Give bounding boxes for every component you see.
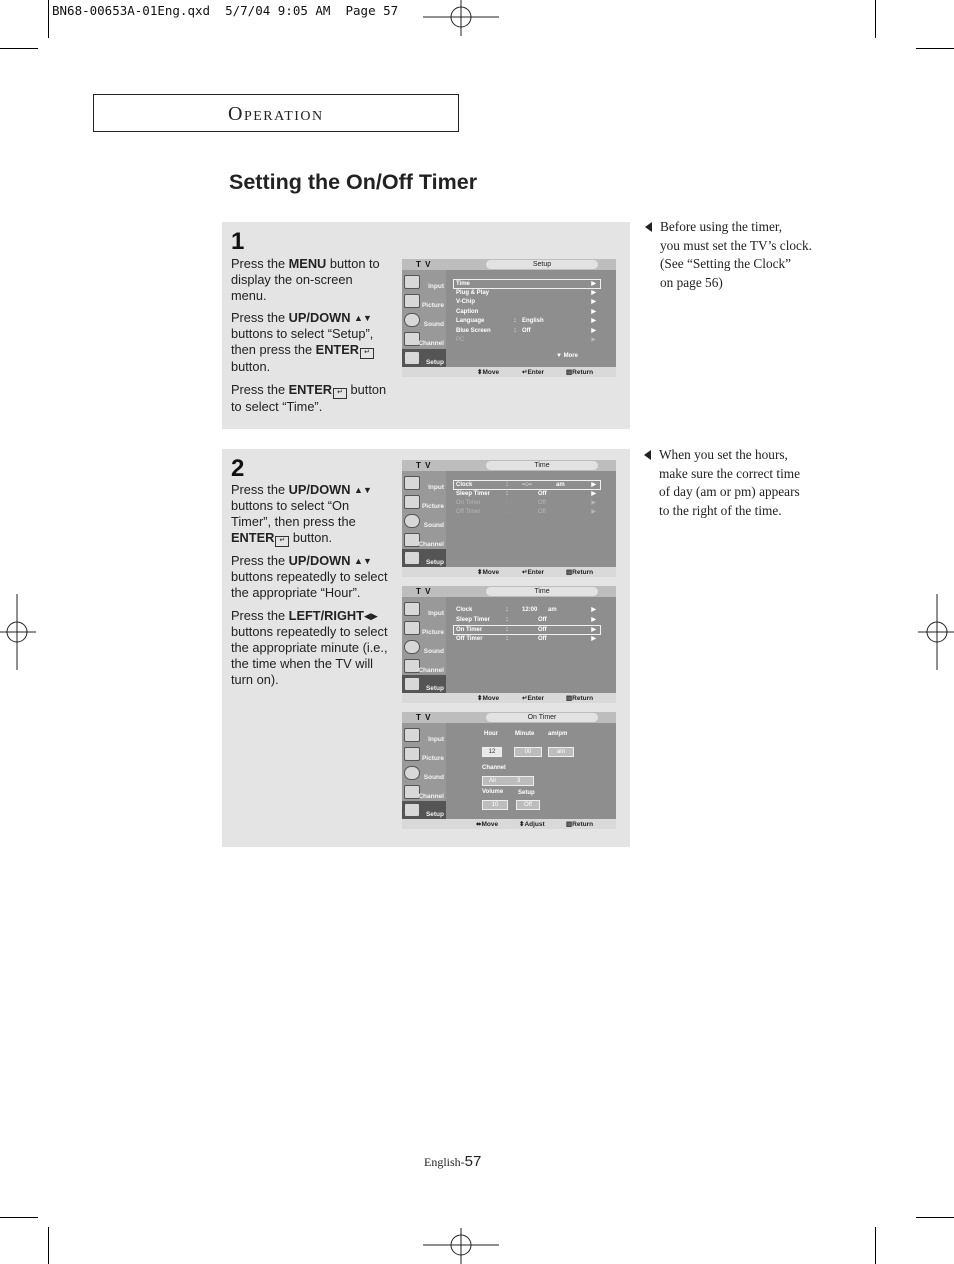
sidebar-item-channel — [402, 657, 446, 675]
menu-main — [446, 597, 616, 693]
note-line: to the right of the time. — [659, 502, 782, 518]
sidebar-item-input — [402, 600, 446, 618]
picture-icon — [404, 294, 420, 308]
page-footer — [424, 1153, 481, 1170]
crop-mark — [875, 0, 876, 38]
row-label: Sleep Timer — [456, 491, 490, 497]
channel-field — [482, 776, 534, 786]
return-hint: ▥ Return — [566, 569, 594, 576]
menu-main — [446, 471, 616, 567]
text: buttons to select “Setup”, then press the — [231, 326, 374, 357]
crop-mark — [875, 1227, 876, 1264]
menu-key-label: MENU — [288, 256, 327, 271]
row-arrow-icon: ▶ — [591, 636, 596, 642]
enter-key-label: ENTER — [231, 530, 275, 545]
setup-field — [516, 800, 540, 810]
row-value: Off — [538, 491, 547, 497]
minute-label: Minute — [515, 731, 535, 737]
row-arrow-icon: ▶ — [591, 617, 596, 623]
menu-title-bar — [402, 460, 616, 471]
return-label: Return — [572, 695, 594, 702]
row-label: PC — [456, 337, 465, 343]
file-header: BN68-00653A-01Eng.qxd 5/7/04 9:05 AM Page 57 — [52, 3, 399, 18]
move-hint: ⬍ Move — [477, 369, 500, 376]
sidebar-label: Input — [428, 736, 444, 743]
setup-icon — [404, 551, 420, 565]
text: Press the — [231, 256, 289, 271]
text: Press the — [231, 310, 289, 325]
setup-icon — [404, 351, 420, 365]
hour-field — [482, 747, 502, 757]
note-line: on page 56) — [660, 274, 723, 290]
row-value: --:-- — [522, 482, 532, 488]
up-down-arrows-icon: ▲▼ — [354, 556, 372, 566]
crop-mark — [48, 0, 49, 38]
registration-mark-icon — [0, 594, 38, 670]
row-separator: : — [506, 627, 508, 633]
enter-hint: ↵ Enter — [522, 695, 545, 702]
row-arrow-icon: ▶ — [591, 491, 596, 497]
row-separator: : — [506, 636, 508, 642]
step-instruction — [231, 256, 391, 304]
tv-label: T V — [416, 713, 432, 722]
menu-title: Setup — [486, 260, 598, 269]
sidebar-label: Setup — [425, 559, 444, 566]
row-arrow-icon: ▶ — [591, 607, 596, 613]
enter-label: Enter — [527, 695, 545, 702]
sidebar-item-channel — [402, 531, 446, 549]
minute-value: 00 — [524, 749, 532, 755]
section-title — [228, 103, 324, 126]
row-value: Off — [538, 636, 547, 642]
row-label: Clock — [456, 607, 473, 613]
row-separator: : — [506, 482, 508, 488]
menu-sidebar — [402, 471, 446, 567]
left-right-key-label: LEFT/RIGHT — [288, 608, 364, 623]
ampm-field — [548, 747, 574, 757]
sound-icon — [404, 514, 420, 528]
row-label: Off Timer — [456, 509, 481, 515]
row-separator: : — [514, 318, 516, 324]
channel-number: 3 — [517, 778, 521, 784]
registration-mark-icon — [423, 0, 499, 38]
footer-language: English- — [424, 1155, 465, 1169]
picture-icon — [404, 495, 420, 509]
input-icon — [404, 275, 420, 289]
menu-sidebar — [402, 597, 446, 693]
sidebar-label: Setup — [425, 359, 444, 366]
row-label: Clock — [456, 482, 473, 488]
tv-menu-time — [402, 460, 616, 577]
more-indicator — [556, 352, 596, 361]
ampm-value: am — [556, 749, 566, 755]
enter-key-label: ENTER — [315, 342, 360, 357]
menu-row-plug-play — [454, 289, 600, 298]
row-separator: : — [514, 328, 516, 334]
text: buttons repeatedly to select the appropriate minute (i.e., the time when the TV will turn on). — [231, 624, 388, 687]
note-line: you must set the TV’s clock. — [660, 237, 812, 253]
menu-row-on-timer — [453, 625, 601, 635]
sidebar-item-input — [402, 474, 446, 492]
sidebar-item-setup — [402, 801, 446, 819]
row-arrow-icon: ▶ — [591, 290, 596, 296]
menu-row-time — [453, 279, 601, 289]
row-label: Sleep Timer — [456, 617, 490, 623]
menu-main — [446, 270, 616, 367]
step-number: 2 — [231, 455, 245, 482]
volume-label: Volume — [482, 789, 504, 795]
row-arrow-icon: ▶ — [591, 627, 596, 633]
menu-row-vchip — [454, 298, 600, 307]
volume-field — [482, 800, 508, 810]
text: buttons repeatedly to select the appropriate “Hour”. — [231, 569, 388, 600]
note-line: Before using the timer, — [660, 219, 783, 234]
setup-label: Setup — [518, 790, 535, 796]
note-pointer-icon — [645, 222, 652, 232]
note-pointer-icon — [644, 450, 651, 460]
menu-title-bar — [402, 259, 616, 270]
hour-value: 12 — [488, 749, 496, 755]
picture-icon — [404, 747, 420, 761]
sidebar-label: Picture — [421, 629, 444, 636]
tv-label: T V — [416, 461, 432, 470]
ampm-label: am/pm — [548, 731, 568, 737]
page-number: 57 — [464, 1153, 482, 1170]
row-label: On Timer — [456, 500, 481, 506]
sidebar-label: Sound — [423, 774, 444, 781]
menu-row-sleep-timer — [454, 490, 600, 499]
up-down-arrows-icon: ▲▼ — [354, 485, 372, 495]
sidebar-label: Picture — [421, 503, 444, 510]
row-ampm: am — [548, 607, 557, 613]
tv-menu-on-timer — [402, 712, 616, 829]
section-header — [93, 94, 459, 132]
row-ampm: am — [556, 482, 565, 488]
sidebar-label: Sound — [423, 522, 444, 529]
adjust-hint: ⬍ Adjust — [519, 821, 545, 828]
menu-row-language — [454, 317, 600, 326]
row-arrow-icon: ▶ — [591, 299, 596, 305]
sidebar-label: Sound — [423, 648, 444, 655]
text: Press the — [231, 382, 289, 397]
row-arrow-icon: ▶ — [591, 509, 596, 515]
setup-value: Off — [524, 802, 532, 808]
up-down-key-label: UP/DOWN — [288, 553, 351, 568]
sidebar-item-input — [402, 273, 446, 291]
move-hint: ⬍ Move — [477, 569, 500, 576]
sidebar-label: Input — [428, 484, 444, 491]
menu-title: Time — [486, 461, 598, 470]
crop-mark — [916, 1217, 954, 1218]
menu-help-bar — [402, 367, 616, 377]
menu-title-bar — [402, 712, 616, 723]
row-label: Plug & Play — [456, 290, 490, 296]
tv-menu-time-on-timer — [402, 586, 616, 703]
tv-label: T V — [416, 260, 432, 269]
registration-mark-icon — [423, 1226, 499, 1264]
row-label: Time — [456, 281, 470, 287]
sidebar-item-channel — [402, 330, 446, 348]
menu-row-clock — [453, 480, 601, 490]
step-instruction — [231, 310, 391, 375]
text: buttons to select “On Timer”, then press the — [231, 498, 356, 529]
registration-mark-icon — [916, 594, 954, 670]
menu-row-off-timer — [454, 635, 600, 644]
text: Press the — [231, 553, 289, 568]
menu-sidebar — [402, 723, 446, 819]
text: button. — [231, 359, 271, 374]
minute-field — [514, 747, 542, 757]
crop-mark — [0, 1217, 38, 1218]
menu-row-blue-screen — [454, 327, 600, 336]
move-label: Move — [482, 569, 500, 576]
adjust-label: Adjust — [524, 821, 545, 828]
move-hint: ⬍ Move — [477, 695, 500, 702]
up-down-arrows-icon: ▲▼ — [354, 313, 372, 323]
menu-row-clock — [454, 606, 600, 615]
sidebar-item-sound — [402, 311, 446, 329]
step-instruction — [231, 608, 391, 688]
volume-value: 10 — [491, 802, 499, 808]
return-label: Return — [572, 569, 594, 576]
menu-sidebar — [402, 270, 446, 367]
tv-menu-setup — [402, 259, 616, 377]
row-arrow-icon: ▶ — [591, 309, 596, 315]
row-arrow-icon: ▶ — [591, 500, 596, 506]
row-value: English — [522, 318, 544, 324]
row-label: Caption — [456, 309, 479, 315]
sidebar-item-setup — [402, 349, 446, 367]
row-arrow-icon: ▶ — [591, 337, 596, 343]
sidebar-item-setup — [402, 549, 446, 567]
sidebar-label: Channel — [418, 793, 444, 800]
sidebar-item-picture — [402, 292, 446, 310]
menu-help-bar — [402, 567, 616, 577]
row-arrow-icon: ▶ — [591, 328, 596, 334]
sound-icon — [404, 640, 420, 654]
tv-label: T V — [416, 587, 432, 596]
enter-label: Enter — [527, 569, 545, 576]
setup-icon — [404, 677, 420, 691]
note-line: make sure the correct time — [659, 465, 801, 481]
input-icon — [404, 476, 420, 490]
crop-mark — [48, 1227, 49, 1264]
up-down-key-label: UP/DOWN — [288, 310, 351, 325]
channel-source: Air — [489, 778, 497, 784]
note-line: of day (am or pm) appears — [659, 484, 800, 499]
row-label: On Timer — [456, 627, 483, 633]
row-arrow-icon: ▶ — [591, 281, 596, 287]
enter-key-label: ENTER — [288, 382, 332, 397]
sidebar-label: Input — [428, 283, 444, 290]
menu-title-bar — [402, 586, 616, 597]
enter-hint: ↵ Enter — [522, 369, 545, 376]
menu-main — [446, 723, 616, 819]
picture-icon — [404, 621, 420, 635]
menu-row-sleep-timer — [454, 616, 600, 625]
return-hint: ▥ Return — [566, 821, 594, 828]
sidebar-item-picture — [402, 493, 446, 511]
row-separator: : — [506, 607, 508, 613]
crop-mark — [916, 48, 954, 49]
note-line: (See “Setting the Clock” — [660, 256, 792, 271]
step-1-note — [660, 218, 840, 292]
sidebar-item-sound — [402, 512, 446, 530]
more-label: ▼ More — [556, 353, 578, 359]
enter-hint: ↵ Enter — [522, 569, 545, 576]
return-hint: ▥ Return — [566, 369, 594, 376]
step-number: 1 — [231, 228, 245, 255]
input-icon — [404, 728, 420, 742]
move-label: Move — [481, 821, 499, 828]
return-hint: ▥ Return — [566, 695, 594, 702]
enter-key-icon: ↵ — [360, 348, 374, 359]
enter-label: Enter — [527, 369, 545, 376]
sidebar-item-input — [402, 726, 446, 744]
row-separator: : — [506, 491, 508, 497]
menu-row-caption — [454, 308, 600, 317]
row-value: Off — [538, 627, 547, 633]
move-label: Move — [482, 369, 500, 376]
row-separator: : — [506, 509, 508, 515]
sidebar-label: Channel — [418, 340, 444, 347]
move-hint: ⬌ Move — [476, 821, 499, 828]
note-line: When you set the hours, — [659, 447, 788, 462]
menu-help-bar — [402, 819, 616, 829]
row-value: Off — [538, 500, 546, 506]
sound-icon — [404, 766, 420, 780]
menu-help-bar — [402, 693, 616, 703]
row-separator: : — [506, 500, 508, 506]
row-value: Off — [522, 328, 531, 334]
sidebar-label: Sound — [423, 321, 444, 328]
hour-label: Hour — [484, 731, 498, 737]
row-value: Off — [538, 509, 546, 515]
row-label: V-Chip — [456, 299, 475, 305]
row-label: Blue Screen — [456, 328, 491, 334]
section-title-rest: PERATION — [243, 109, 324, 124]
row-separator: : — [506, 617, 508, 623]
left-right-arrows-icon: ◀▶ — [363, 611, 378, 621]
sidebar-label: Picture — [421, 302, 444, 309]
menu-row-off-timer — [454, 508, 600, 517]
sidebar-item-sound — [402, 638, 446, 656]
sidebar-item-setup — [402, 675, 446, 693]
return-label: Return — [572, 369, 594, 376]
page-title: Setting the On/Off Timer — [229, 170, 478, 194]
step-instruction — [231, 482, 391, 547]
enter-key-icon: ↵ — [275, 536, 289, 547]
sidebar-item-sound — [402, 764, 446, 782]
move-label: Move — [482, 695, 500, 702]
up-down-key-label: UP/DOWN — [288, 482, 351, 497]
row-arrow-icon: ▶ — [591, 482, 596, 488]
sidebar-label: Picture — [421, 755, 444, 762]
input-icon — [404, 602, 420, 616]
menu-row-on-timer — [454, 499, 600, 508]
sidebar-label: Input — [428, 610, 444, 617]
text: button. — [289, 530, 333, 545]
sidebar-label: Channel — [418, 667, 444, 674]
step-instruction — [231, 382, 391, 415]
sidebar-item-picture — [402, 745, 446, 763]
setup-icon — [404, 803, 420, 817]
channel-label: Channel — [482, 765, 506, 771]
step-instruction — [231, 553, 403, 601]
menu-title: On Timer — [486, 713, 598, 722]
menu-title: Time — [486, 587, 598, 596]
row-arrow-icon: ▶ — [591, 318, 596, 324]
enter-key-icon: ↵ — [333, 388, 347, 399]
text: Press the — [231, 482, 289, 497]
sidebar-label: Channel — [418, 541, 444, 548]
return-label: Return — [572, 821, 594, 828]
section-title-initial: O — [228, 103, 244, 125]
sidebar-label: Setup — [425, 811, 444, 818]
row-value: 12:00 — [522, 607, 538, 613]
row-label: Off Timer — [456, 636, 483, 642]
step-2-note — [659, 446, 839, 520]
text: button to select “Time”. — [231, 382, 387, 414]
sidebar-label: Setup — [425, 685, 444, 692]
sidebar-item-picture — [402, 619, 446, 637]
menu-row-pc — [454, 336, 600, 345]
crop-mark — [0, 48, 38, 49]
row-value: Off — [538, 617, 547, 623]
text: Press the — [231, 608, 289, 623]
row-label: Language — [456, 318, 485, 324]
sidebar-item-channel — [402, 783, 446, 801]
text: button to display the on-screen menu. — [231, 256, 380, 303]
sound-icon — [404, 313, 420, 327]
